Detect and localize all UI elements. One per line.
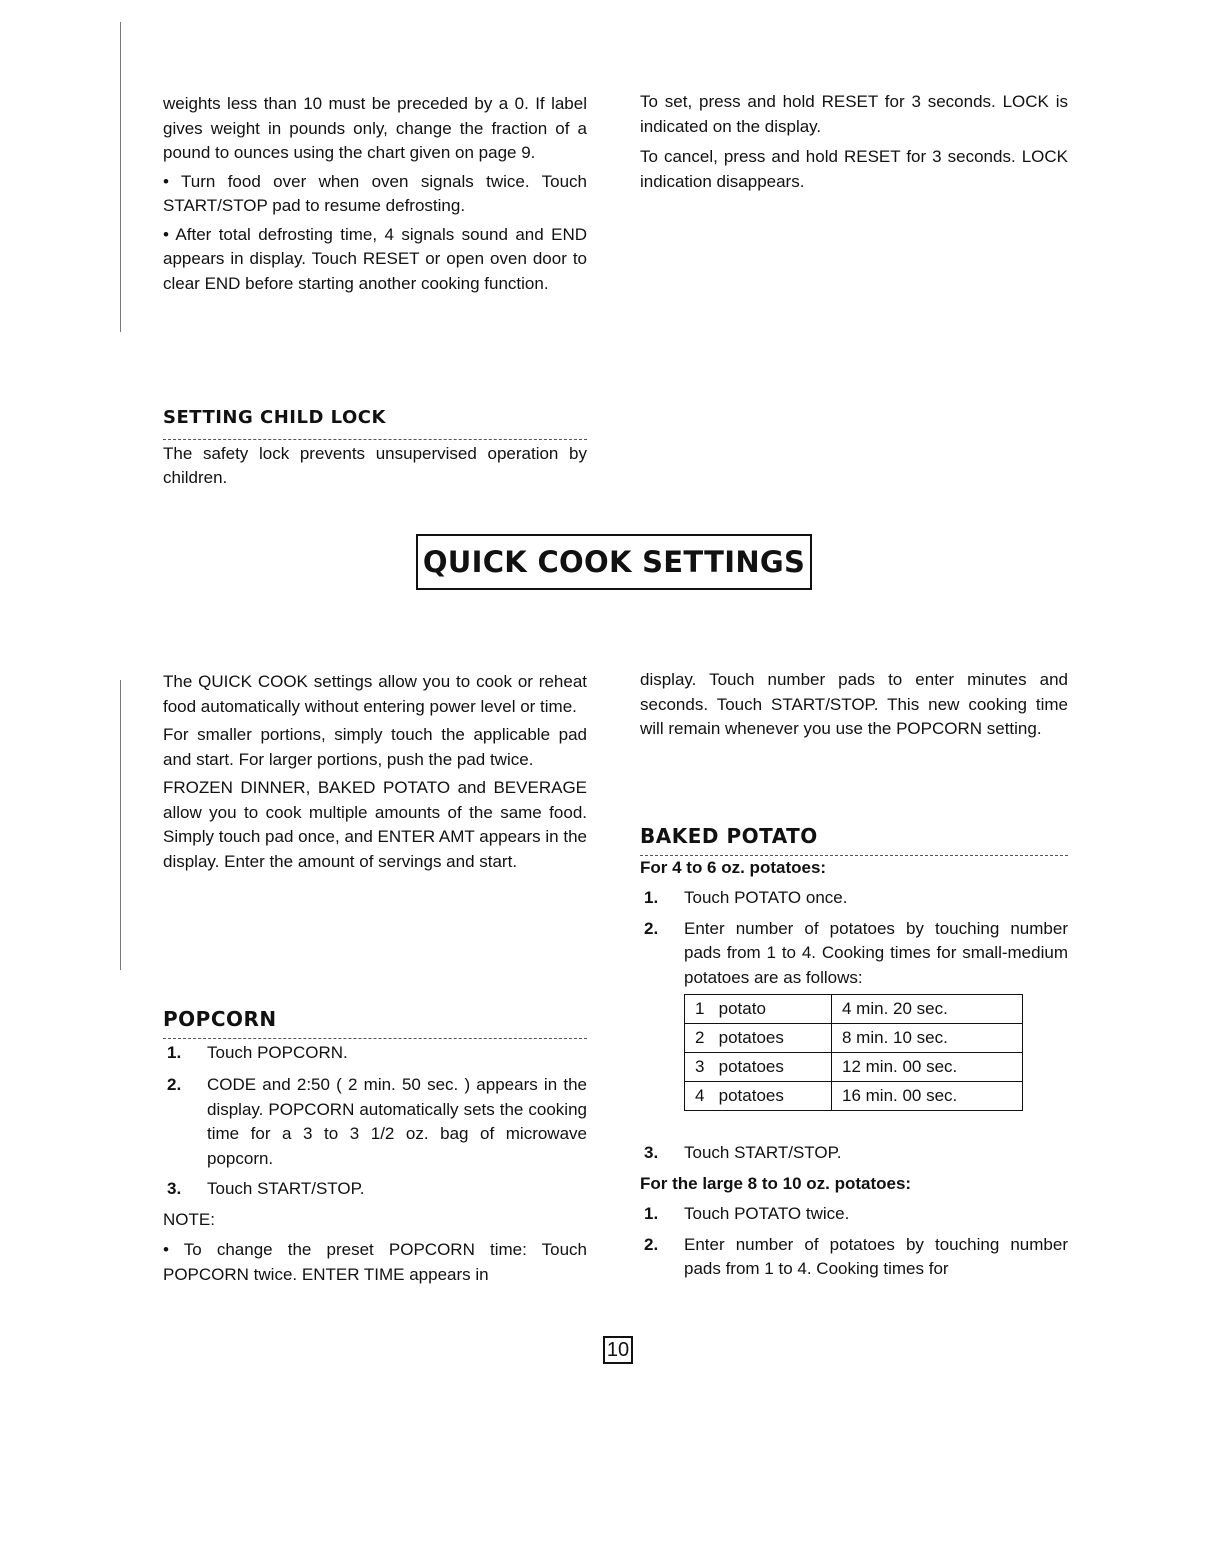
table-cell: 3 potatoes xyxy=(685,1053,832,1082)
list-item xyxy=(640,1233,1068,1282)
step-text: Touch START/STOP. xyxy=(207,1179,365,1198)
table-cell: 2 potatoes xyxy=(685,1024,832,1053)
child-lock-section xyxy=(163,406,587,491)
step-text: CODE and 2:50 ( 2 min. 50 sec. ) appears in the display. POPCORN automatically sets the cooking time for a 3 to 3 1/2 oz. bag of microwave popcorn. xyxy=(207,1075,587,1168)
step-number: 1. xyxy=(644,888,659,907)
small-potato-steps xyxy=(640,886,1068,990)
step-number: 1. xyxy=(644,1204,659,1223)
lock-set-instructions: To set, press and hold RESET for 3 seconds. LOCK is indicated on the display. xyxy=(640,92,1068,136)
step-text: Touch POTATO once. xyxy=(684,888,848,907)
step-number: 2. xyxy=(644,918,659,938)
child-lock-heading: SETTING CHILD LOCK xyxy=(163,407,386,428)
section-divider xyxy=(163,439,587,440)
table-cell: 1 potato xyxy=(685,995,832,1024)
popcorn-heading: POPCORN xyxy=(163,1007,277,1031)
small-potato-subheading: For 4 to 6 oz. potatoes: xyxy=(640,857,827,877)
page-number: 10 xyxy=(603,1336,633,1364)
quick-cook-banner xyxy=(416,534,812,590)
defrost-end-note: • After total defrosting time, 4 signals sound and END appears in display. Touch RESET or open oven door to clear END before starting another cooking function. xyxy=(163,224,587,293)
banner-title: QUICK COOK SETTINGS xyxy=(422,545,806,579)
list-item xyxy=(163,1177,587,1202)
table-cell: 8 min. 10 sec. xyxy=(832,1024,1023,1053)
intro-paragraph: FROZEN DINNER, BAKED POTATO and BEVERAGE allow you to cook multiple amounts of the same food. Simply touch pad once, and ENTER AMT appears in the display. Enter the amount of servings and start. xyxy=(163,778,587,871)
baked-potato-section xyxy=(640,824,1068,1282)
popcorn-note-continuation xyxy=(640,668,1068,742)
list-item xyxy=(640,1141,1068,1166)
lock-cancel-instructions: To cancel, press and hold RESET for 3 seconds. LOCK indication disappears. xyxy=(640,147,1068,191)
small-potato-final-step xyxy=(640,1141,1068,1166)
step-number: 2. xyxy=(644,1234,659,1254)
child-lock-instructions xyxy=(640,90,1068,194)
step-text: Touch POPCORN. xyxy=(207,1042,348,1062)
defrost-turn-note: • Turn food over when oven signals twice. Touch START/STOP pad to resume defrosting. xyxy=(163,171,587,215)
step-number: 1. xyxy=(167,1042,182,1062)
table-cell: 4 potatoes xyxy=(685,1082,832,1111)
potato-times-table xyxy=(684,994,1023,1111)
table-row xyxy=(685,1053,1023,1082)
table-row xyxy=(685,1082,1023,1111)
table-cell: 12 min. 00 sec. xyxy=(832,1053,1023,1082)
step-text: Touch START/STOP. xyxy=(684,1143,842,1162)
list-item xyxy=(640,886,1068,911)
quick-cook-intro xyxy=(163,670,587,874)
step-number: 3. xyxy=(167,1179,182,1198)
scan-margin-line xyxy=(120,22,121,332)
popcorn-note-continued: display. Touch number pads to enter minutes and seconds. Touch START/STOP. This new cooking time will remain whenever you use the POPCORN setting. xyxy=(640,670,1068,738)
step-text: Enter number of potatoes by touching number pads from 1 to 4. Cooking times for small-medium potatoes are as follows: xyxy=(684,918,1068,987)
child-lock-text: The safety lock prevents unsupervised operation by children. xyxy=(163,443,587,487)
step-text: Enter number of potatoes by touching number pads from 1 to 4. Cooking times for xyxy=(684,1234,1068,1278)
large-potato-steps xyxy=(640,1202,1068,1282)
scan-margin-line xyxy=(120,680,121,970)
baked-potato-heading: BAKED POTATO xyxy=(640,824,818,848)
table-cell: 4 min. 20 sec. xyxy=(832,995,1023,1024)
list-item xyxy=(163,1073,587,1171)
popcorn-steps xyxy=(163,1041,587,1202)
step-text: Touch POTATO twice. xyxy=(684,1204,850,1223)
list-item xyxy=(163,1041,587,1066)
note-label: NOTE: xyxy=(163,1209,215,1229)
step-number: 2. xyxy=(167,1075,182,1094)
defrost-continuation xyxy=(163,92,587,296)
table-cell: 16 min. 00 sec. xyxy=(832,1082,1023,1111)
list-item xyxy=(640,1202,1068,1227)
step-number: 3. xyxy=(644,1143,659,1162)
popcorn-section xyxy=(163,1007,587,1287)
intro-paragraph: For smaller portions, simply touch the applicable pad and start. For larger portions, push the pad twice. xyxy=(163,725,587,769)
intro-paragraph: The QUICK COOK settings allow you to cook or reheat food automatically without entering power level or time. xyxy=(163,672,587,716)
list-item xyxy=(640,917,1068,991)
defrost-paragraph: weights less than 10 must be preceded by a 0. If label gives weight in pounds only, change the fraction of a pound to ounces using the chart given on page 9. xyxy=(163,94,587,162)
popcorn-note-text: • To change the preset POPCORN time: Touch POPCORN twice. ENTER TIME appears in xyxy=(163,1240,587,1284)
table-row xyxy=(685,995,1023,1024)
section-divider xyxy=(163,1038,587,1039)
large-potato-subheading: For the large 8 to 10 oz. potatoes: xyxy=(640,1173,912,1193)
table-row xyxy=(685,1024,1023,1053)
